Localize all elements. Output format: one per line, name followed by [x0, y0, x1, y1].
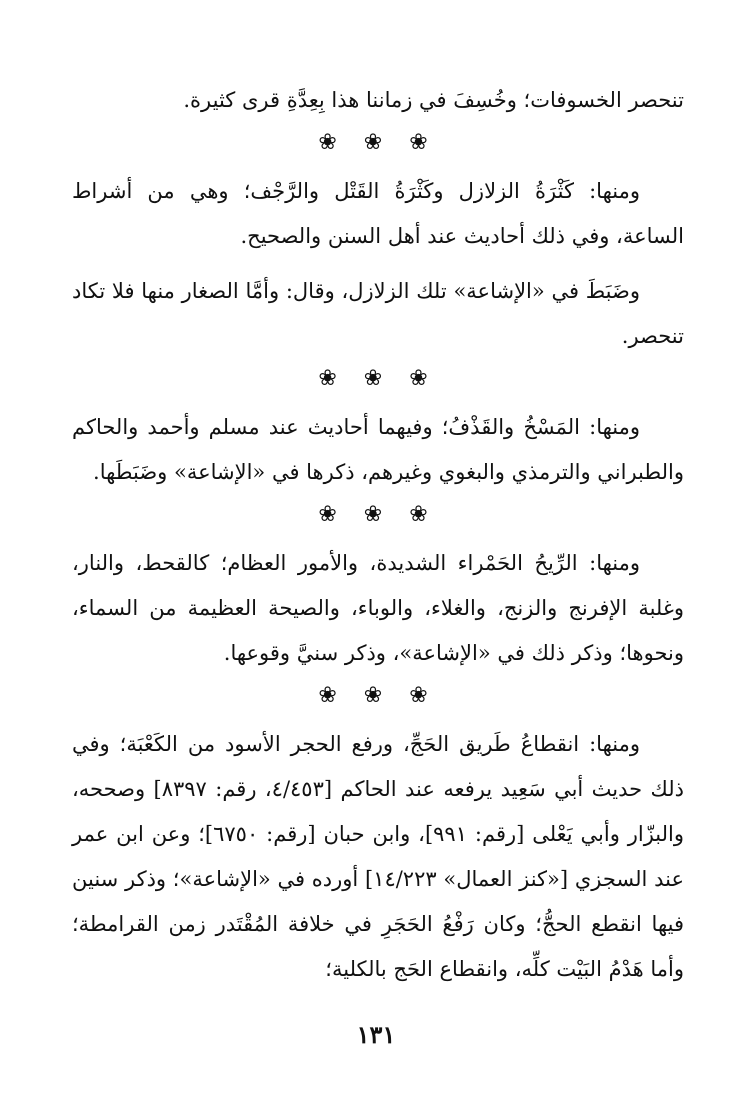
flower-separator-1: ❀ ❀ ❀: [318, 130, 438, 155]
paragraph-6: ومنها: انقطاعُ طَريق الحَجِّ، ورفع الحجر الأسود من الكَعْبَة؛ وفي ذلك حديث أبي سَعِيد يرفعه عند الحاكم [٤/٤٥٣، رقم: ٨٣٩٧] وصححه، والبزّار وأبي يَعْلى [رقم: ٩٩١]، وابن حبان [رقم: ٦٧٥٠]؛ وعن ابن عمر عند السجزي [«كنز العمال» ١٤/٢٢٣] أورده في «الإشاعة»؛ وذكر سنين فيها انقطع الحجُّ؛ وكان رَفْعُ الحَجَرِ في خلافة المُقْتَدر زمن القرامطة؛ وأما هَدْمُ البَيْت كلِّه، وانقطاع الحَج بالكلية؛: [72, 732, 685, 981]
paragraph-4: ومنها: المَسْخُ والقَذْفُ؛ وفيهما أحاديث عند مسلم وأحمد والحاكم والطبراني والترمذي والبغوي وغيرهم، ذكرها في «الإشاعة» وضَبَطَها.: [72, 415, 684, 484]
paragraph-gap: [72, 259, 684, 269]
flower-separator-2: ❀ ❀ ❀: [318, 366, 438, 391]
paragraph-1: تنحصر الخسوفات؛ وخُسِفَ في زماننا هذا بِعِدَّةِ قرى كثيرة.: [183, 88, 684, 112]
flower-separator-3: ❀ ❀ ❀: [318, 502, 438, 527]
paragraph-2: ومنها: كَثْرَةُ الزلازل وكَثْرَةُ القَتْل والرَّجْف؛ وهي من أشراط الساعة، وفي ذلك أحاديث عند أهل السنن والصحيح.: [72, 179, 684, 248]
paragraph-3: وضَبَطَ في «الإشاعة» تلك الزلازل، وقال: وأمَّا الصغار منها فلا تكاد تنحصر.: [72, 279, 684, 348]
paragraph-5: ومنها: الرِّيحُ الحَمْراء الشديدة، والأمور العظام؛ كالقحط، والنار، وغلبة الإفرنج والزنج، والغلاء، والوباء، والصيحة العظيمة من السماء، ونحوها؛ وذكر ذلك في «الإشاعة»، وذكر سنيَّ وقوعها.: [72, 551, 684, 665]
flower-separator-4: ❀ ❀ ❀: [318, 683, 438, 708]
page-body: [72, 78, 684, 992]
page-number: ١٣١: [356, 1020, 396, 1049]
